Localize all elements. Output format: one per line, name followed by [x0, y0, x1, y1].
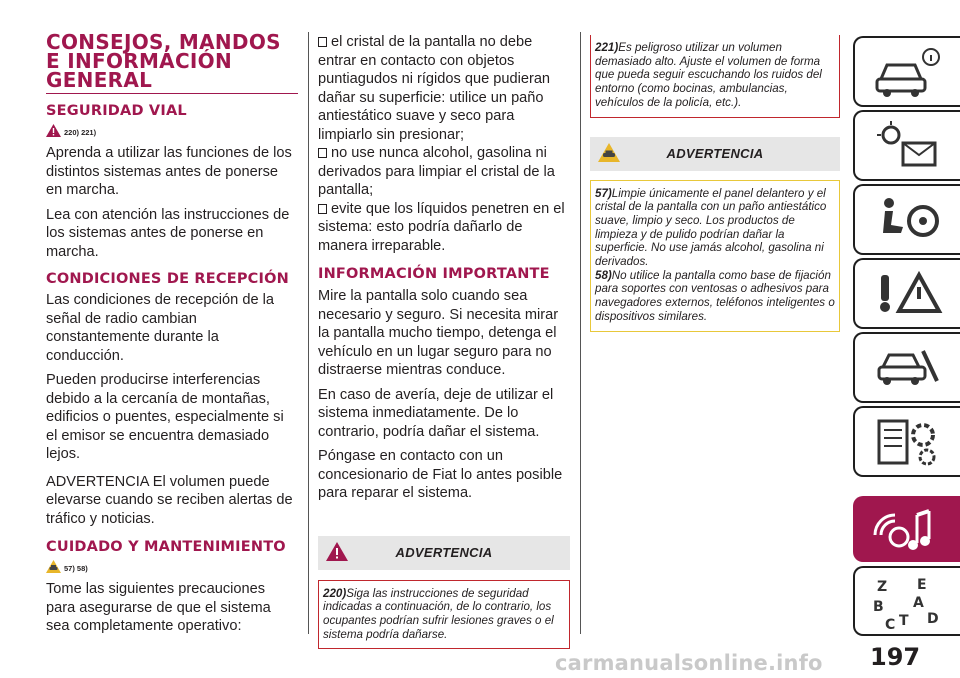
warning-label: ADVERTENCIA [395, 544, 493, 560]
bullet-text: el cristal de la pantalla no debe entrar en contacto con objetos puntiagudos ni rígidos que pudieran dañar su superficie: utilice un paño antiestático suave y seco para limpiarlo sin presionar; [318, 34, 551, 143]
warning-number: 57) [595, 186, 612, 200]
section-title-wrap [46, 0, 298, 94]
chapter-tab-emergency[interactable] [853, 258, 960, 329]
chapter-tab-lights[interactable] [853, 110, 960, 181]
seat-steering-icon [873, 193, 943, 249]
watermark: carmanualsonline.info [555, 651, 823, 675]
warning-text [595, 269, 835, 324]
checkbox-bullet-icon [318, 37, 327, 47]
lights-warning-icon [873, 119, 943, 175]
warning-text [595, 41, 835, 110]
index-letter: A [913, 595, 924, 611]
index-letter: B [873, 599, 884, 615]
warning-text [595, 187, 835, 269]
warning-bar [590, 137, 840, 171]
car-warning-icon [46, 560, 61, 573]
ref-numbers: 220) 221) [64, 128, 97, 137]
bullet-text: evite que los líquidos penetren en el sistema: esto podría dañarlo de manera irreparable. [318, 200, 565, 254]
heading-seguridad-vial: SEGURIDAD VIAL [46, 103, 187, 119]
heading-cuidado-mantenimiento: CUIDADO Y MANTENIMIENTO [46, 539, 286, 555]
warning-text [323, 587, 565, 642]
warning-label: ADVERTENCIA [666, 145, 764, 161]
chapter-tab-maintenance[interactable] [853, 332, 960, 403]
hazard-triangle-icon [873, 267, 943, 323]
section-title: CONSEJOS, MANDOS E INFORMACIÓN GENERAL [46, 30, 281, 92]
warning-number: 58) [595, 268, 612, 282]
warning-number: 220) [323, 586, 347, 600]
warning-box-57-58 [590, 180, 840, 332]
checkbox-bullet-icon [318, 204, 327, 214]
column-divider [308, 32, 309, 634]
paragraph: Lea con atención las instrucciones de los sistemas antes de ponerse en marcha. [46, 206, 290, 260]
heading-informacion-importante: INFORMACIÓN IMPORTANTE [318, 266, 550, 282]
ref-numbers: 57) 58) [64, 564, 88, 573]
paragraph: En caso de avería, deje de utilizar el sistema inmediatamente. De lo contrario, podría dañar el sistema. [318, 386, 554, 440]
warning-ref-cuidado [46, 560, 298, 573]
car-info-icon [873, 45, 943, 101]
index-letter: Z [877, 579, 888, 595]
bullet-item [318, 200, 570, 256]
alphabet-index-icon [873, 575, 943, 631]
index-letter: C [885, 617, 896, 631]
warning-body: No utilice la pantalla como base de fijación para soportes con ventosas o adhesivos para navegadores externos, teléfonos inteligentes o dispositivos similares. [595, 268, 835, 323]
chapter-tab-technical[interactable] [853, 406, 960, 477]
index-letter: T [899, 613, 909, 629]
bullet-text: no use nunca alcohol, gasolina ni derivados para limpiar el cristal de la pantalla; [318, 145, 555, 198]
warning-body: Es peligroso utilizar un volumen demasiado alto. Ajuste el volumen de forma que pueda seguir escuchando los ruidos del entorno (como bocinas, ambulancias, vehículos de la policía, etc.). [595, 41, 822, 109]
paragraph: Tome las siguientes precauciones para asegurarse de que el sistema sea completamente operativo: [46, 581, 271, 634]
paragraph: Póngase en contacto con un concesionario de Fiat lo antes posible para reparar el sistema. [318, 448, 563, 501]
warning-box-221 [590, 35, 840, 118]
chapter-tab-car-info[interactable] [853, 36, 960, 107]
paragraph: Mire la pantalla solo cuando sea necesario y seguro. Si necesita mirar la pantalla mucho tiempo, detenga el vehículo en un lugar seguro para no distraerse mientras conduce. [318, 288, 559, 378]
multimedia-music-icon [873, 505, 943, 561]
bullet-item [318, 33, 570, 144]
warning-box-220 [318, 580, 570, 650]
paragraph: Aprenda a utilizar las funciones de los distintos sistemas antes de ponerse en marcha. [46, 145, 292, 198]
column-2 [318, 33, 570, 649]
chapter-tab-seats[interactable] [853, 184, 960, 255]
column-divider [580, 32, 581, 634]
paragraph: ADVERTENCIA El volumen puede elevarse cuando se reciben alertas de tráfico y noticias. [46, 473, 293, 527]
warning-body: Siga las instrucciones de seguridad indicadas a continuación, de lo contrario, los ocupantes podrían sufrir lesiones graves o el sistema podría dañarse. [323, 586, 554, 641]
index-letter: D [927, 611, 939, 627]
warning-number: 221) [595, 41, 619, 54]
bullet-item [318, 144, 570, 200]
chapter-tab-multimedia[interactable] [853, 496, 960, 562]
paragraph: Las condiciones de recepción de la señal de radio cambian constantemente durante la conducción. [46, 292, 274, 364]
warning-ref-seguridad [46, 124, 298, 137]
paragraph: Pueden producirse interferencias debido a la cercanía de montañas, edificios o puentes, especialmente si el emisor se encuentra demasiado lejos. [46, 372, 284, 462]
page-number: 197 [870, 643, 921, 671]
warning-triangle-icon [46, 124, 61, 137]
warning-body: Limpie únicamente el panel delantero y el cristal de la pantalla con un paño antiestático suave, limpio y seco. Los productos de limpieza y de pulido podrían dañar la superficie. No use jamás alcohol, gasolina ni derivados. [595, 186, 827, 269]
warning-bar [318, 536, 570, 570]
car-tools-icon [873, 341, 943, 397]
column-1 [46, 0, 298, 636]
column-3 [590, 35, 840, 332]
chapter-tab-index[interactable] [853, 566, 960, 636]
maintenance-gear-icon [873, 415, 943, 471]
heading-condiciones-recepcion: CONDICIONES DE RECEPCIÓN [46, 271, 289, 287]
index-letter: E [917, 577, 927, 593]
checkbox-bullet-icon [318, 148, 327, 158]
